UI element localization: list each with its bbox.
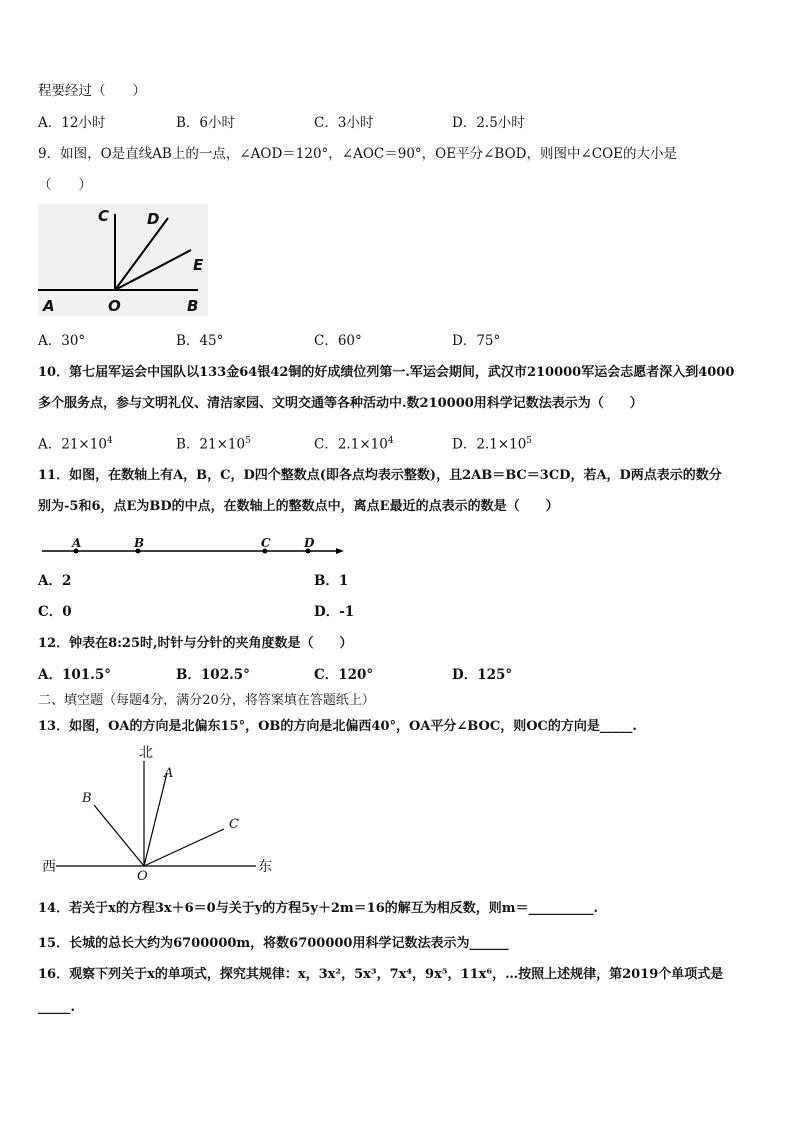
q9-figure — [38, 204, 208, 316]
q10-option-a: A．$21\times 10^4$ — [38, 436, 113, 453]
q9-label-e: E — [193, 256, 204, 274]
ray-oa — [144, 773, 167, 866]
ray-od — [115, 218, 168, 290]
q11-option-c: C．0 — [38, 604, 72, 620]
q14-stem: 14．若关于x的方程3x＋6＝0与关于y的方程5y＋2m＝16的解互为相反数，则m＝__________. — [38, 901, 599, 916]
q11-label-c: C — [261, 536, 271, 550]
q16-stem: 16．观察下列关于x的单项式，探究其规律：x，3x²，5x³，7x⁴，9x⁵，11x⁶，…按照上述规律，第2019个单项式是 — [38, 967, 724, 982]
q15-stem: 15．长城的总长大约为6700000m，将数6700000用科学记数法表示为______ — [38, 936, 509, 951]
q8-option-d: D．2.5小时 — [452, 115, 525, 131]
q10-stem-cont: 多个服务点，参与文明礼仪、清洁家园、文明交通等各种活动中.数210000用科学记数法表示为（ ） — [38, 396, 643, 411]
q11-stem: 11．如图，在数轴上有A，B，C，D四个整数点(即各点均表示整数)，且2AB＝BC＝3CD，若A，D两点表示的数分 — [38, 468, 722, 483]
q9-option-b: B．45° — [176, 333, 224, 349]
q9-stem: 9．如图，O是直线AB上的一点，∠AOD＝120°，∠AOC＝90°，OE平分∠BOD，则图中∠COE的大小是 — [38, 146, 678, 162]
ray-oc — [144, 829, 224, 866]
q12-option-a: A．101.5° — [38, 667, 111, 683]
q12-option-c: C．120° — [314, 667, 374, 683]
q16-stem-cont: _____. — [38, 1000, 76, 1015]
q11-option-a: A．2 — [38, 573, 72, 589]
q9-option-a: A．30° — [38, 333, 86, 349]
q8-option-a: A．12小时 — [38, 115, 106, 131]
q9-stem-cont: （ ） — [38, 177, 92, 193]
q13-label-o: O — [137, 869, 148, 884]
q13-label-a: A — [164, 766, 174, 781]
q9-option-d: D．75° — [452, 333, 501, 349]
q10-stem: 10．第七届军运会中国队以133金64银42铜的好成绩位列第一.军运会期间，武汉市210000军运会志愿者深入到4000 — [38, 365, 735, 380]
q13-direction-diagram — [38, 745, 278, 885]
q10-option-d: D．$2.1\times 10^5$ — [452, 436, 533, 453]
q9-label-c: C — [98, 207, 110, 225]
q11-label-a: A — [72, 536, 82, 550]
q8-option-b: B．6小时 — [176, 115, 236, 131]
q9-label-b: B — [187, 297, 199, 315]
q13-stem: 13．如图，OA的方向是北偏东15°，OB的方向是北偏西40°，OA平分∠BOC，则OC的方向是_____. — [38, 719, 637, 734]
q13-figure — [38, 745, 278, 885]
q9-angle-diagram — [38, 204, 208, 316]
q8-stem-tail: 程要经过（ ） — [38, 83, 146, 99]
q12-stem: 12．钟表在8:25时,时针与分针的夹角度数是（ ） — [38, 636, 353, 651]
q9-label-a: A — [43, 297, 55, 315]
q10-option-b: B．$21\times 10^5$ — [176, 436, 251, 453]
q12-option-b: B．102.5° — [176, 667, 250, 683]
q13-label-north: 北 — [139, 745, 153, 761]
q11-stem-cont: 别为-5和6，点E为BD的中点，在数轴上的整数点中，离点E最近的点表示的数是（ ） — [38, 499, 559, 514]
q13-label-east: 东 — [258, 859, 272, 875]
section-fill-in-blank-heading: 二、填空题（每题4分，满分20分，将答案填在答题纸上） — [38, 693, 375, 708]
q13-label-b: B — [82, 791, 92, 806]
q8-option-c: C．3小时 — [314, 115, 374, 131]
axis-arrow — [336, 548, 344, 554]
q11-label-b: B — [134, 536, 145, 550]
q13-label-west: 西 — [42, 859, 56, 875]
ray-oe — [115, 250, 191, 290]
q11-option-b: B．1 — [314, 573, 349, 589]
q10-option-c: C．$2.1\times 10^4$ — [314, 436, 394, 453]
ray-ob — [94, 805, 144, 866]
q12-option-d: D．125° — [452, 667, 513, 683]
q9-option-c: C．60° — [314, 333, 362, 349]
q11-option-d: D．-1 — [314, 604, 355, 620]
q13-label-c: C — [229, 817, 239, 832]
q11-label-d: D — [304, 536, 315, 550]
q9-label-d: D — [147, 210, 160, 228]
q9-label-o: O — [108, 297, 121, 315]
